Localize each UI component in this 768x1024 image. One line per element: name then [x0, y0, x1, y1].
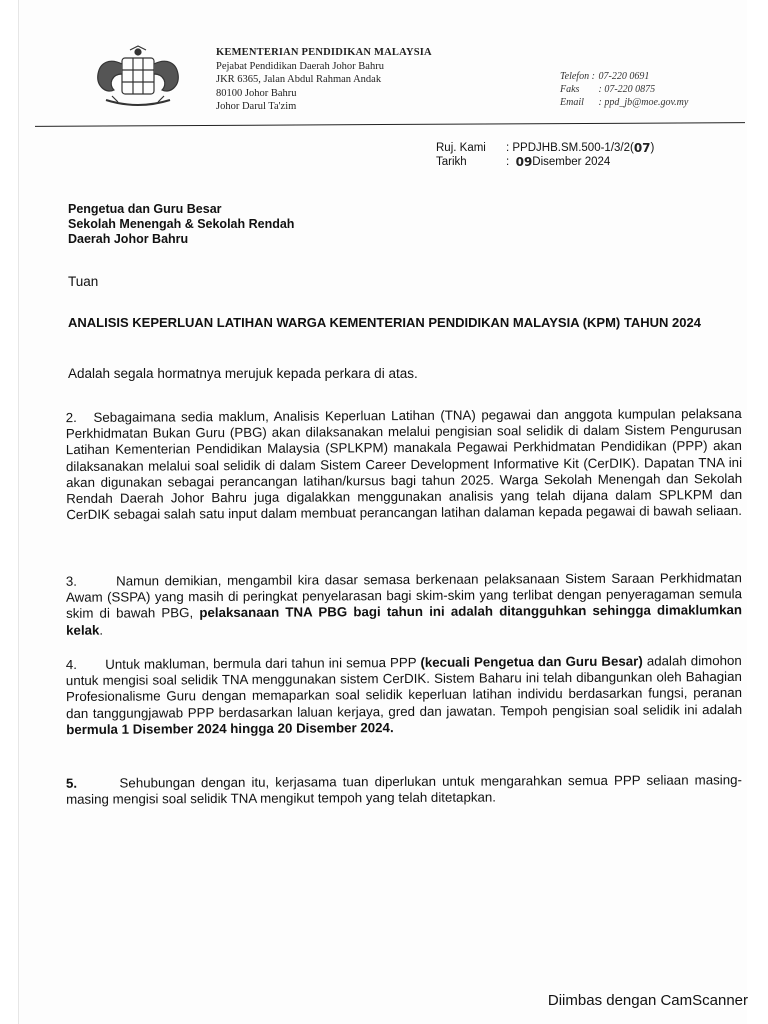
telefon-value: 07-220 0691 — [598, 71, 650, 82]
paragraph-3 — [66, 570, 742, 638]
tarikh-colon: : — [506, 156, 510, 168]
paragraph-bold-text: (kecuali Pengetua dan Guru Besar) — [420, 653, 643, 670]
paragraph-number: 5. — [65, 775, 78, 791]
email-value: : ppd_jb@moe.gov.my — [598, 97, 689, 108]
ruj-close: ) — [650, 142, 655, 154]
recipient-line: Daerah Johor Bahru — [68, 232, 189, 246]
paragraph-5 — [66, 772, 742, 808]
faks-label: Faks — [560, 84, 580, 95]
paragraph-4 — [66, 653, 742, 738]
paragraph-number: 4. — [65, 656, 77, 673]
paragraph-text: Namun demikian, mengambil kira dasar semasa berkenaan pelaksanaan Sistem Saraan Perkhidmatan Awam (SSPA) yang masih di peringkat penyelarasan bagi skim-skim yang terlibat dengan penyeragaman semula skim di bawah PBG, — [65, 570, 742, 622]
letterhead-address — [216, 46, 432, 114]
paragraph-2 — [66, 406, 743, 524]
ruj-label: Ruj. Kami — [436, 142, 486, 154]
malaysia-coat-of-arms-icon — [88, 44, 188, 112]
paragraph-text: Sehubungan dengan itu, kerjasama tuan diperlukan untuk mengarahkan semua PPP seliaan masing-masing mengisi soal selidik TNA mengikut tempoh yang telah ditetapkan. — [66, 772, 742, 807]
paragraph-bold-text: bermula 1 Disember 2024 hingga 20 Disember 2024. — [66, 719, 394, 737]
tarikh-month-year: Disember 2024 — [532, 156, 611, 168]
paragraph-number: 2. — [65, 409, 77, 426]
paragraph-text: Sebagaimana sedia maklum, Analisis Keperluan Latihan (TNA) pegawai dan anggota kumpulan pelaksana Perkhidmatan Bukan Guru (PBG) akan dilaksanakan melalui pengisian soal selidik di dalam Sistem Pengurusan Latihan Kementerian Pendidikan Malaysia (SPLKPM) manakala Pegawai Perkhidmatan Pendidikan (PPP) akan dilaksanakan melalui soal selidik di dalam Sistem Career Development Informative Kit (CerDIK). Dapatan TNA ini akan digunakan sebagai perancangan latihan/kursus bagi tahun 2025. Warga Sekolah Menengah dan Sekolah Rendah Daerah Johor Bahru juga digalakkan menggunakan analisis yang telah dijana dalam SPLKPM dan CerDIK sebagai salah satu input dalam membuat perancangan latihan dalaman kepada pegawai di bawah seliaan. — [65, 405, 743, 523]
paragraph-number: 3. — [65, 573, 78, 589]
recipient-block — [68, 202, 294, 247]
paragraph-bold-text: pelaksanaan TNA PBG bagi tahun ini adalah ditangguhkan sehingga dimaklumkan kelak — [66, 602, 743, 638]
ruj-value: : PPDJHB.SM.500-1/3/2( — [506, 142, 634, 154]
reference-block — [436, 141, 654, 169]
faks-value: : 07-220 0875 — [598, 84, 656, 95]
email-label: Email — [560, 97, 584, 108]
ministry-name: KEMENTERIAN PENDIDIKAN MALAYSIA — [216, 47, 432, 58]
contact-block — [560, 70, 688, 109]
tarikh-day-handwritten: 09 — [515, 155, 533, 169]
salutation: Tuan — [68, 274, 99, 289]
telefon-label: Telefon : — [560, 71, 595, 82]
tarikh-label: Tarikh — [436, 156, 467, 168]
paragraph-text: adalah dimohon untuk mengisi soal selidik TNA menggunakan sistem CerDIK. Sistem Baharu ini telah dibangunkan oleh Bahagian Profesionalisme Guru dengan memaparkan soal selidik keperluan latihan individu berdasarkan fungsi, peranan dan tanggungjawab PPP berdasarkan laluan kerjaya, gred dan jawatan. Tempoh pengisian soal selidik ini adalah — [65, 652, 743, 721]
address-line: Johor Darul Ta'zim — [216, 101, 297, 112]
camscanner-watermark: Diimbas dengan CamScanner — [547, 992, 748, 1009]
address-line: 80100 Johor Bahru — [216, 87, 297, 99]
address-line: JKR 6365, Jalan Abdul Rahman Andak — [216, 74, 382, 85]
subject-heading: ANALISIS KEPERLUAN LATIHAN WARGA KEMENTERIAN PENDIDIKAN MALAYSIA (KPM) TAHUN 2024 — [68, 315, 701, 330]
paragraph-end: . — [99, 622, 104, 638]
recipient-line: Pengetua dan Guru Besar — [68, 202, 222, 216]
opening-line: Adalah segala hormatnya merujuk kepada perkara di atas. — [68, 366, 418, 381]
paragraph-text: Untuk makluman, bermula dari tahun ini semua PPP — [105, 654, 421, 672]
ruj-handwritten: 07 — [633, 141, 651, 155]
recipient-line: Sekolah Menengah & Sekolah Rendah — [68, 217, 295, 231]
address-line: Pejabat Pendidikan Daerah Johor Bahru — [216, 60, 384, 72]
